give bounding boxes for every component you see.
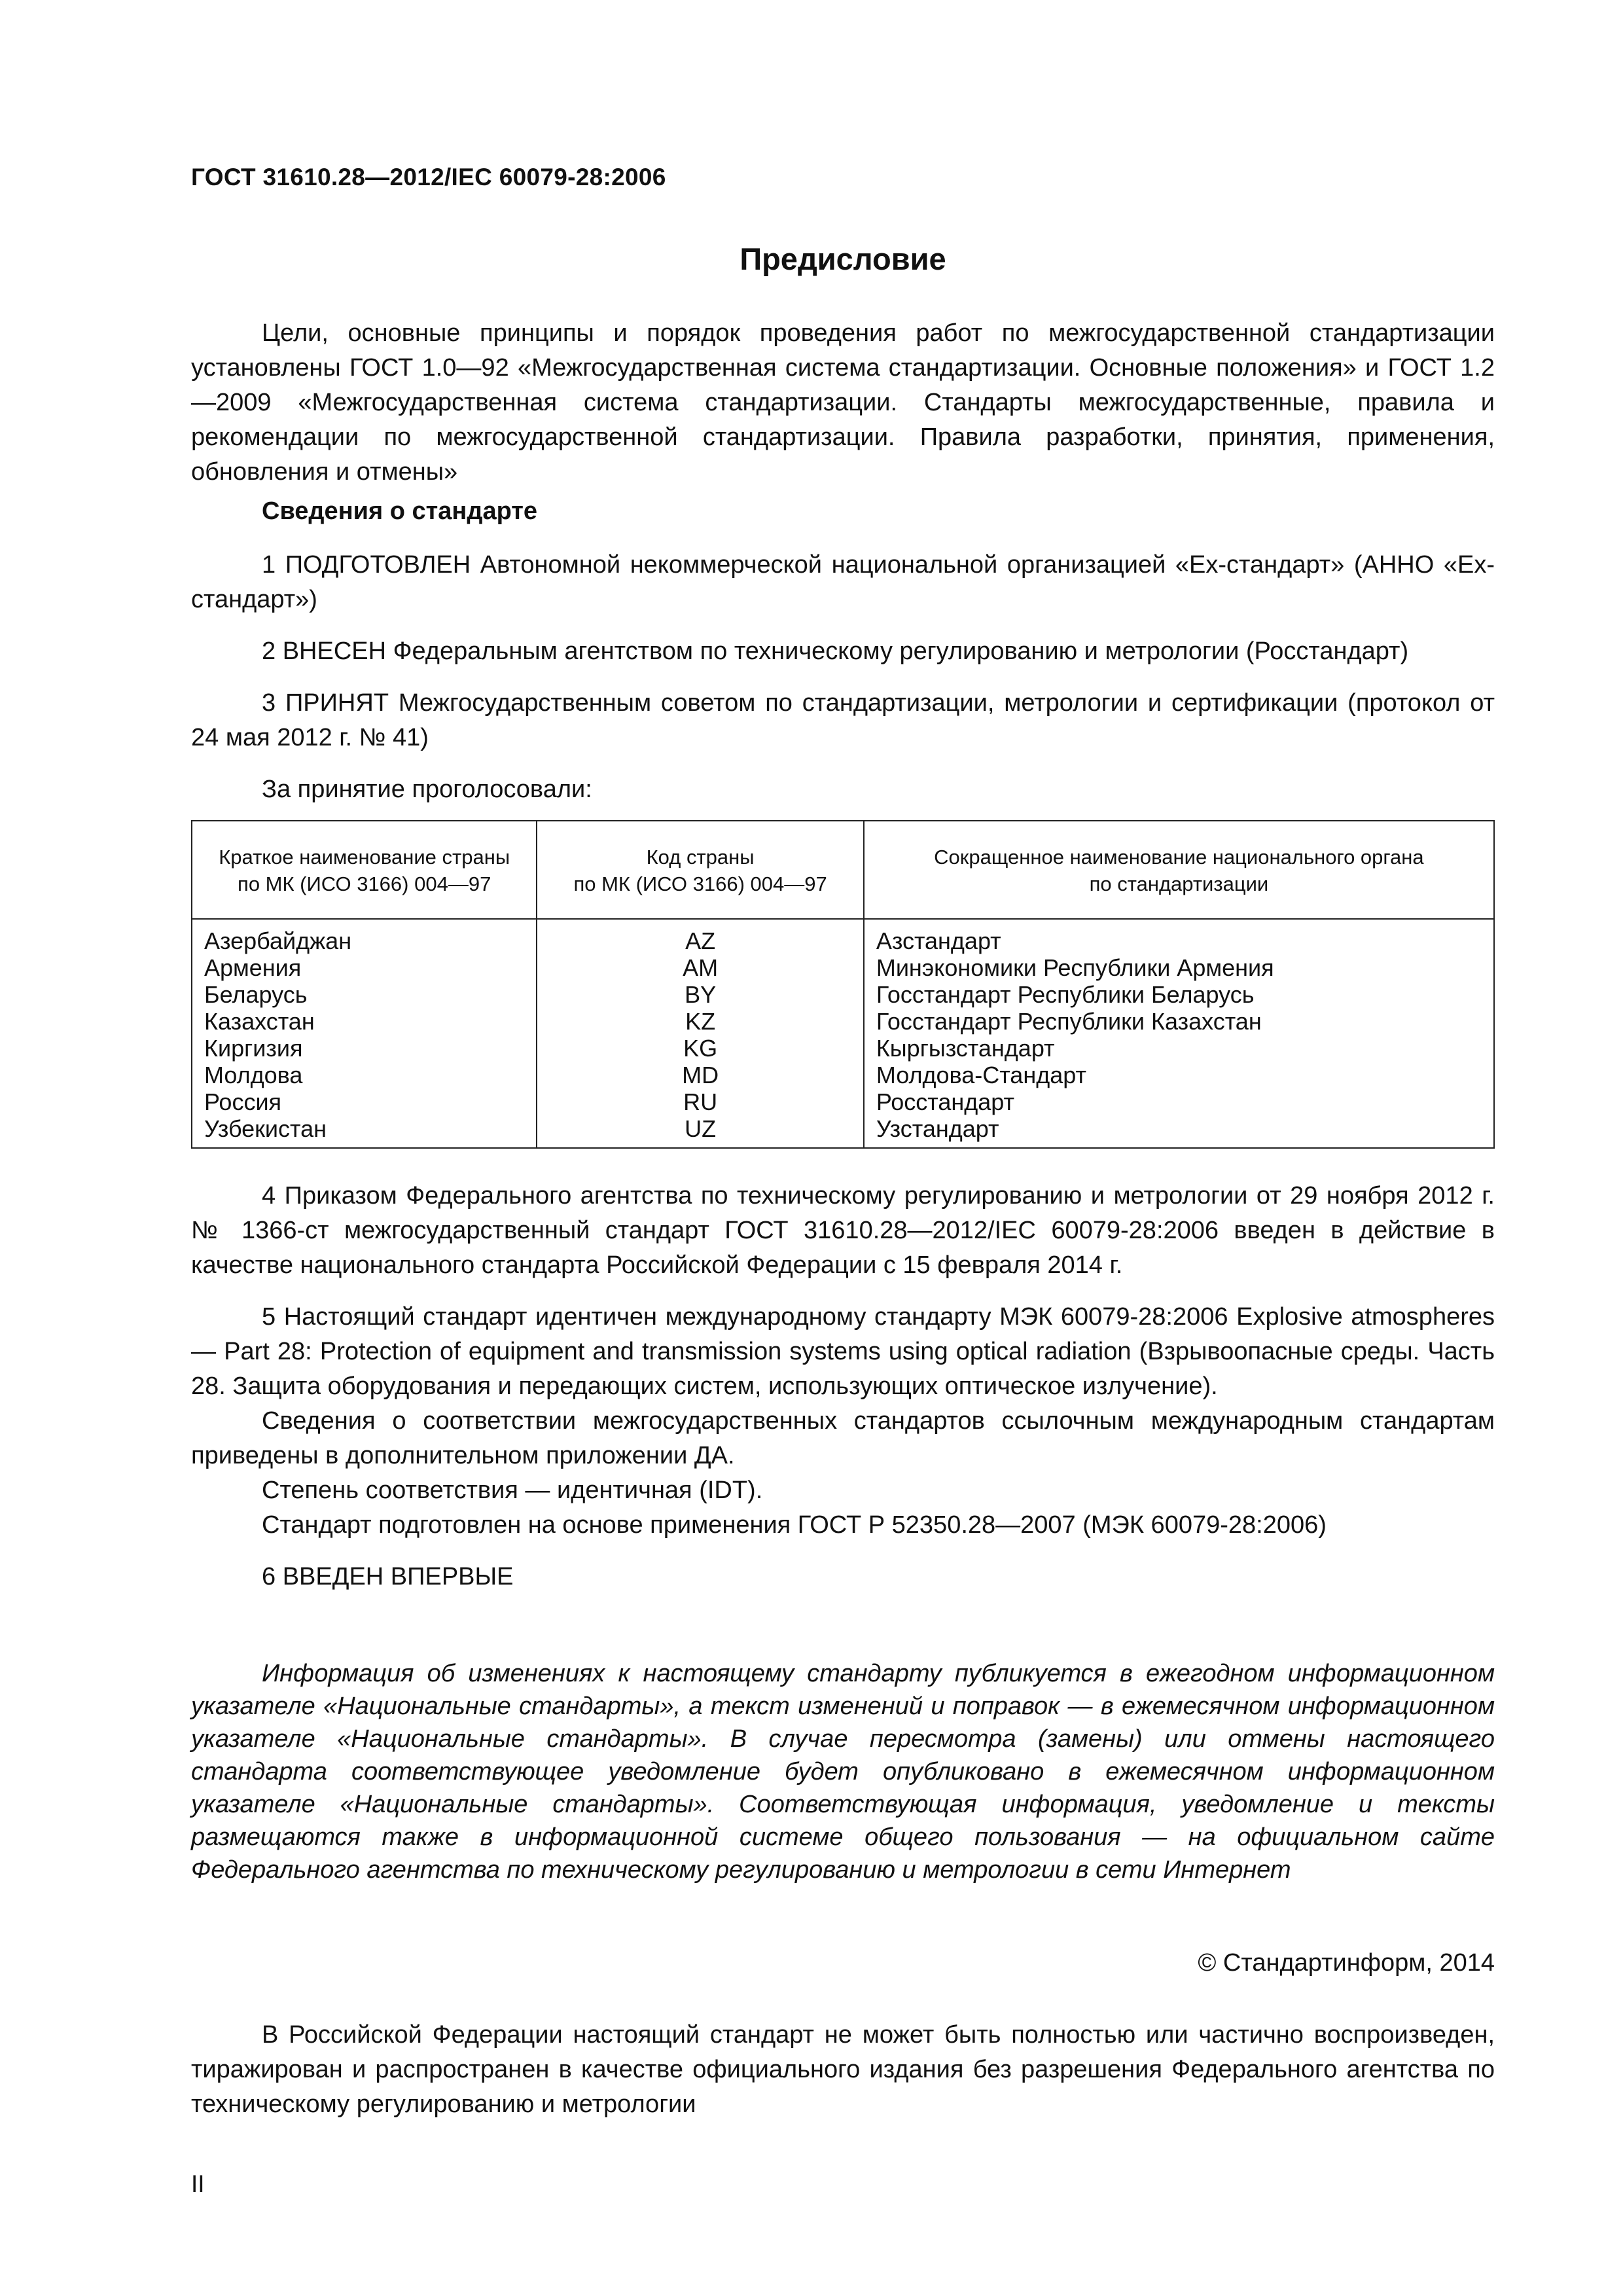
item-4: 4 Приказом Федерального агентства по техническому регулированию и метрологии от 29 ноября 2012 г. № 1366-ст межгосударственный стандарт ГОСТ 31610.28—2012/IEC 60079-28:2006 введен в действие в качестве национального стандарта Российской Федерации с 15 февраля 2014 г. <box>191 1182 1495 1279</box>
intro-paragraph: Цели, основные принципы и порядок проведения работ по межгосударственной стандартизации установлены ГОСТ 1.0—92 «Межгосударственная система стандартизации. Основные положения» и ГОСТ 1.2—2009 «Межгосударственная система стандартизации. Стандарты межгосударственные, правила и рекомендации по межгосударственной стандартизации. Правила разработки, принятия, применения, обновления и отмены» <box>191 319 1495 486</box>
cell-code: BY <box>537 981 863 1008</box>
cell-country: Азербайджан <box>192 919 537 954</box>
table-row <box>192 919 1494 954</box>
cell-country: Узбекистан <box>192 1115 537 1148</box>
rights-notice: В Российской Федерации настоящий стандарт не может быть полностью или частично воспроизведен, тиражирован и распространен в качестве официального издания без разрешения Федерального агентства по техническому регулированию и метрологии <box>191 2021 1495 2118</box>
table-row <box>192 1088 1494 1115</box>
cell-country: Армения <box>192 954 537 981</box>
cell-country: Беларусь <box>192 981 537 1008</box>
cell-body: Госстандарт Республики Казахстан <box>864 1008 1494 1035</box>
cell-code: AM <box>537 954 863 981</box>
item-5: 5 Настоящий стандарт идентичен международному стандарту МЭК 60079-28:2006 Explosive atmospheres — Part 28: Protection of equipment and transmission systems using optical radiation (Взрывоопасные среды. Часть 28. Защита оборудования и передающих систем, использующих оптическое излучение). <box>191 1303 1495 1400</box>
cell-body: Узстандарт <box>864 1115 1494 1148</box>
cell-code: KZ <box>537 1008 863 1035</box>
item-1: 1 ПОДГОТОВЛЕН Автономной некоммерческой национальной организацией «Ех-стандарт» (АННО «Ех-стандарт») <box>191 551 1495 613</box>
table-row <box>192 1062 1494 1088</box>
cell-body: Молдова-Стандарт <box>864 1062 1494 1088</box>
item-6: 6 ВВЕДЕН ВПЕРВЫЕ <box>262 1563 514 1590</box>
item-2: 2 ВНЕСЕН Федеральным агентством по техническому регулированию и метрологии (Росстандарт) <box>262 637 1409 665</box>
page-title: Предисловие <box>740 242 946 276</box>
cell-body: Азстандарт <box>864 919 1494 954</box>
cell-body: Госстандарт Республики Беларусь <box>864 981 1494 1008</box>
document-page <box>191 164 1495 2198</box>
table-row <box>192 1035 1494 1062</box>
cell-body: Минэкономики Республики Армения <box>864 954 1494 981</box>
copyright: © Стандартинформ, 2014 <box>1198 1949 1495 1977</box>
page-number: II <box>191 2170 205 2197</box>
table-row <box>192 981 1494 1008</box>
cell-code: UZ <box>537 1115 863 1148</box>
vote-label: За принятие проголосовали: <box>262 776 592 803</box>
item-5-basis: Стандарт подготовлен на основе применения ГОСТ Р 52350.28—2007 (МЭК 60079-28:2006) <box>262 1511 1327 1539</box>
cell-country: Казахстан <box>192 1008 537 1035</box>
section-title-about: Сведения о стандарте <box>262 497 538 525</box>
cell-body: Кыргызстандарт <box>864 1035 1494 1062</box>
header-body: Сокращенное наименование национального органа по стандартизации <box>864 821 1494 919</box>
cell-country: Киргизия <box>192 1035 537 1062</box>
changes-notice: Информация об изменениях к настоящему стандарту публикуется в ежегодном информационном указателе «Национальные стандарты», а текст изменений и поправок — в ежемесячном информационном указателе «Национальные стандарты». В случае пересмотра (замены) или отмены настоящего стандарта соответствующее уведомление будет опубликовано в ежемесячном информационном указателе «Национальные стандарты». Соответствующая информация, уведомление и тексты размещаются также в информационной системе общего пользования — на официальном сайте Федерального агентства по техническому регулированию и метрологии в сети Интернет <box>191 1660 1495 1884</box>
item-3: 3 ПРИНЯТ Межгосударственным советом по стандартизации, метрологии и сертификации (протокол от 24 мая 2012 г. № 41) <box>191 689 1495 751</box>
cell-country: Молдова <box>192 1062 537 1088</box>
table-header-row <box>192 821 1494 919</box>
cell-code: KG <box>537 1035 863 1062</box>
header-country: Краткое наименование страны по МК (ИСО 3166) 004—97 <box>192 821 537 919</box>
cell-body: Росстандарт <box>864 1088 1494 1115</box>
cell-country: Россия <box>192 1088 537 1115</box>
table-row <box>192 1115 1494 1148</box>
cell-code: MD <box>537 1062 863 1088</box>
header-code: Код страны по МК (ИСО 3166) 004—97 <box>537 821 863 919</box>
table-row <box>192 954 1494 981</box>
cell-code: AZ <box>537 919 863 954</box>
votes-table <box>191 820 1495 1149</box>
item-5-degree: Степень соответствия — идентичная (IDT). <box>262 1477 763 1504</box>
item-5-compliance: Сведения о соответствии межгосударственных стандартов ссылочным международным стандартам приведены в дополнительном приложении ДА. <box>191 1407 1495 1469</box>
document-code: ГОСТ 31610.28—2012/IEC 60079-28:2006 <box>191 164 666 190</box>
table-row <box>192 1008 1494 1035</box>
cell-code: RU <box>537 1088 863 1115</box>
